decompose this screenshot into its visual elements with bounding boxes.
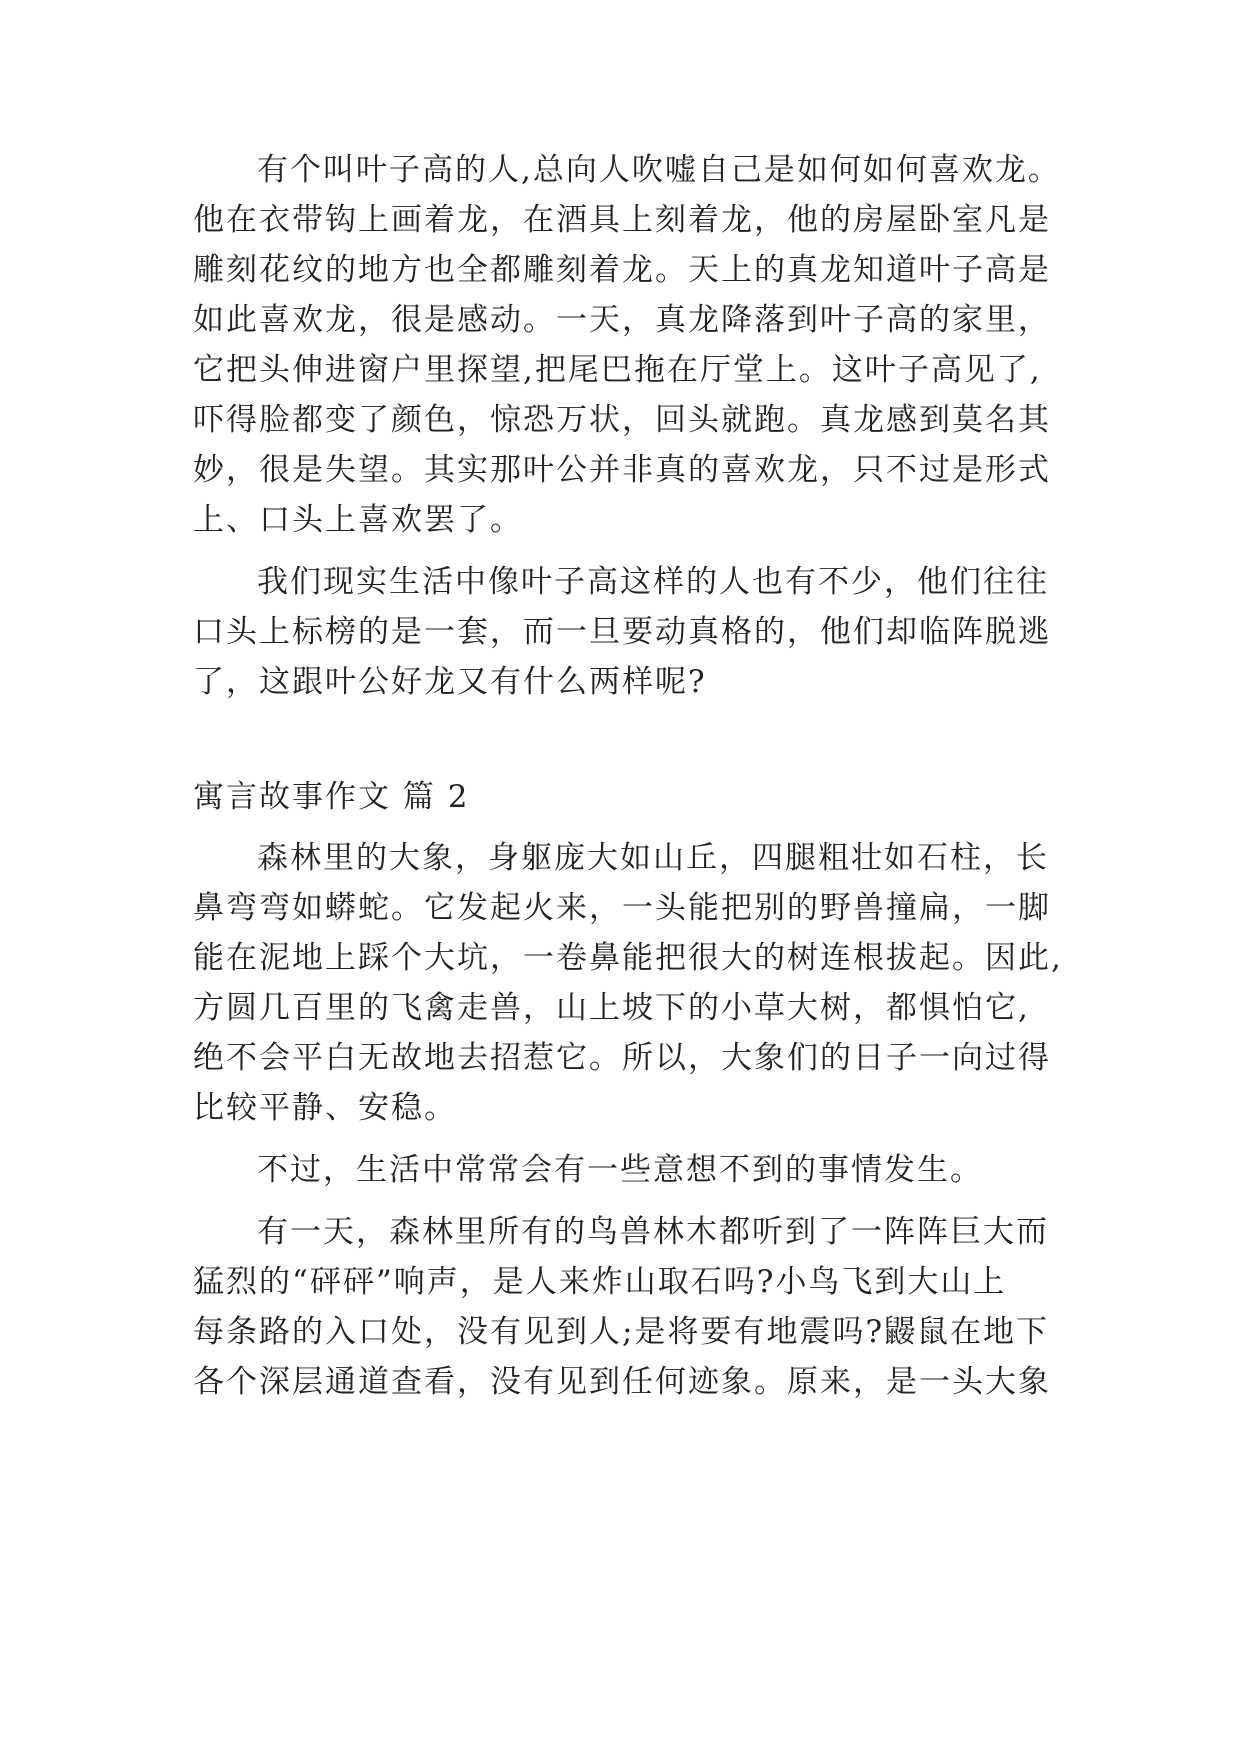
paragraph-line: 猛烈的“砰砰”响声，是人来炸山取石吗?小鸟飞到大山上	[193, 1264, 1007, 1300]
paragraph-line: 不过，生活中常常会有一些意想不到的事情发生。	[257, 1152, 983, 1188]
paragraph-line: 每条路的入口处，没有见到人;是将要有地震吗?鼹鼠在地下	[193, 1314, 1050, 1350]
paragraph-line: 雕刻花纹的地方也全都雕刻着龙。天上的真龙知道叶子高是	[193, 252, 1051, 288]
paragraph-line: 它把头伸进窗户里探望,把尾巴拖在厅堂上。这叶子高见了,	[193, 352, 1042, 388]
paragraph-line: 我们现实生活中像叶子高这样的人也有不少，他们往往	[257, 564, 1049, 600]
paragraph-line: 他在衣带钩上画着龙，在酒具上刻着龙，他的房屋卧室凡是	[193, 202, 1051, 238]
paragraph-line: 各个深层通道查看，没有见到任何迹象。原来，是一头大象	[193, 1364, 1051, 1400]
paragraph-line: 妙，很是失望。其实那叶公并非真的喜欢龙，只不过是形式	[193, 452, 1051, 488]
paragraph-line: 比较平静、安稳。	[193, 1090, 457, 1126]
paragraph-line: 口头上标榜的是一套，而一旦要动真格的，他们却临阵脱逃	[193, 614, 1051, 650]
paragraph-line: 方圆几百里的飞禽走兽，山上坡下的小草大树，都惧怕它,	[193, 990, 1030, 1026]
paragraph-line: 绝不会平白无故地去招惹它。所以，大象们的日子一向过得	[193, 1040, 1051, 1076]
paragraph-line: 有一天，森林里所有的鸟兽林木都听到了一阵阵巨大而	[257, 1214, 1049, 1250]
paragraph-line: 森林里的大象，身躯庞大如山丘，四腿粗壮如石柱，长	[257, 840, 1049, 876]
paragraph-line: 能在泥地上踩个大坑，一卷鼻能把很大的树连根拔起。因此,	[193, 940, 1063, 976]
paragraph-line: 上、口头上喜欢罢了。	[193, 502, 523, 538]
paragraph-line: 有个叫叶子高的人,总向人吹嘘自己是如何如何喜欢龙。	[257, 152, 1061, 188]
paragraph-line: 如此喜欢龙，很是感动。一天，真龙降落到叶子高的家里，	[193, 302, 1051, 338]
paragraph-line: 了，这跟叶公好龙又有什么两样呢?	[193, 664, 707, 700]
paragraph-line: 鼻弯弯如蟒蛇。它发起火来，一头能把别的野兽撞扁，一脚	[193, 890, 1051, 926]
paragraph-line: 吓得脸都变了颜色，惊恐万状，回头就跑。真龙感到莫名其	[193, 402, 1051, 438]
section-heading: 寓言故事作文 篇 2	[193, 779, 470, 815]
